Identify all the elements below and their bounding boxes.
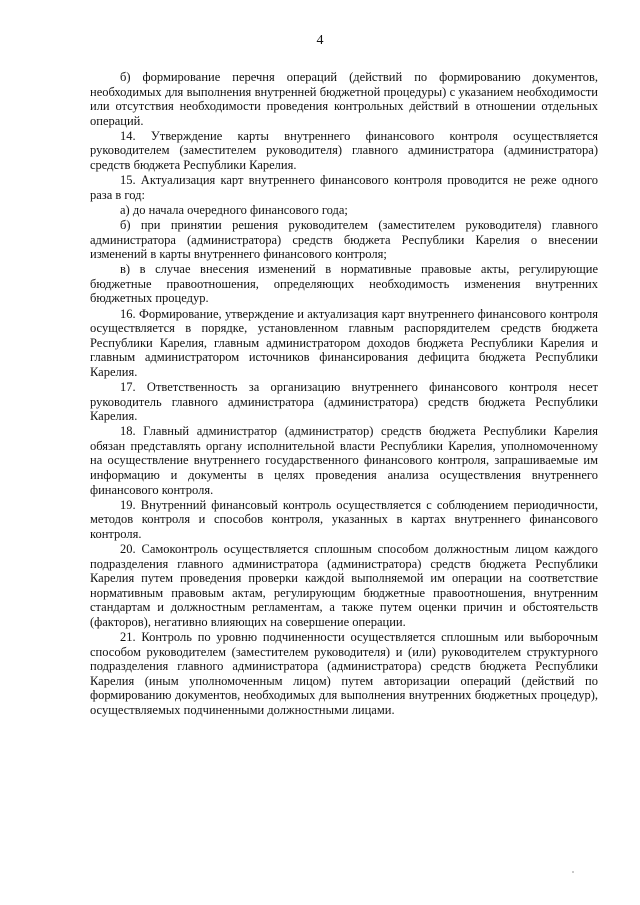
paragraph-19: 19. Внутренний финансовый контроль осуществляется с соблюдением периодичности, методов контроля и способов контроля, указанных в картах внутреннего финансового контроля.: [90, 497, 598, 541]
paragraph-15: 15. Актуализация карт внутреннего финансового контроля проводится не реже одного раза в год:: [90, 173, 598, 202]
paragraph-13b: б) формирование перечня операций (действий по формированию документов, необходимых для выполнения внутренней бюджетной процедуры) с указанием необходимости или отсутствия необходимости проведения контрольных действий в отношении отдельных операций.: [90, 70, 598, 128]
paragraph-18: 18. Главный администратор (администратор) средств бюджета Республики Карелия обязан представлять органу исполнительной власти Республики Карелия, уполномоченному на осуществление внутреннего государственного финансового контроля, запрашиваемые им информацию и документы в целях проведения анализа осуществления внутреннего финансового контроля.: [90, 424, 598, 497]
document-body: [90, 70, 598, 718]
paragraph-17: 17. Ответственность за организацию внутреннего финансового контроля несет руководитель главного администратора (администратора) средств бюджета Республики Карелия.: [90, 379, 598, 424]
paragraph-21: 21. Контроль по уровню подчиненности осуществляется сплошным или выборочным способом руководителем (заместителем руководителя) и (или) руководителем структурного подразделения главного администратора (администратора) средств бюджета Республики Карелия (иным уполномоченным лицом) путем авторизации операций (действий по формированию документов, необходимых для выполнения внутренних бюджетных процедур), осуществляемых подчиненными должностными лицами.: [90, 630, 598, 718]
paragraph-16: 16. Формирование, утверждение и актуализация карт внутреннего финансового контроля осуществляется в порядке, установленном главным распорядителем средств бюджета Республики Карелия, главным администратором доходов бюджета Республики Карелия и главным администратором источников финансирования дефицита бюджета Республики Карелия.: [90, 306, 598, 379]
page-number: 4: [316, 33, 324, 48]
paragraph-14: 14. Утверждение карты внутреннего финансового контроля осуществляется руководителем (заместителем руководителя) главного администратора (администратора) средств бюджета Республики Карелия.: [90, 128, 598, 173]
paragraph-20: 20. Самоконтроль осуществляется сплошным способом должностным лицом каждого подразделения главного администратора (администратора) средств бюджета Республики Карелия путем проведения проверки каждой выполняемой им операции на соответствие нормативным правовым актам, регулирующим бюджетные правоотношения, внутренним стандартам и должностным регламентам, а также путем оценки причин и обстоятельств (факторов), негативно влияющих на совершение операции.: [90, 542, 598, 629]
scan-speck: [572, 871, 574, 873]
paragraph-15b: б) при принятии решения руководителем (заместителем руководителя) главного администратора (администратора) средств бюджета Республики Карелия о внесении изменений в карты внутреннего финансового контроля;: [90, 217, 598, 262]
paragraph-15a: а) до начала очередного финансового года;: [120, 202, 348, 217]
paragraph-15c: в) в случае внесения изменений в нормативные правовые акты, регулирующие бюджетные правоотношения, определяющих необходимость изменения внутренних бюджетных процедур.: [90, 262, 598, 306]
